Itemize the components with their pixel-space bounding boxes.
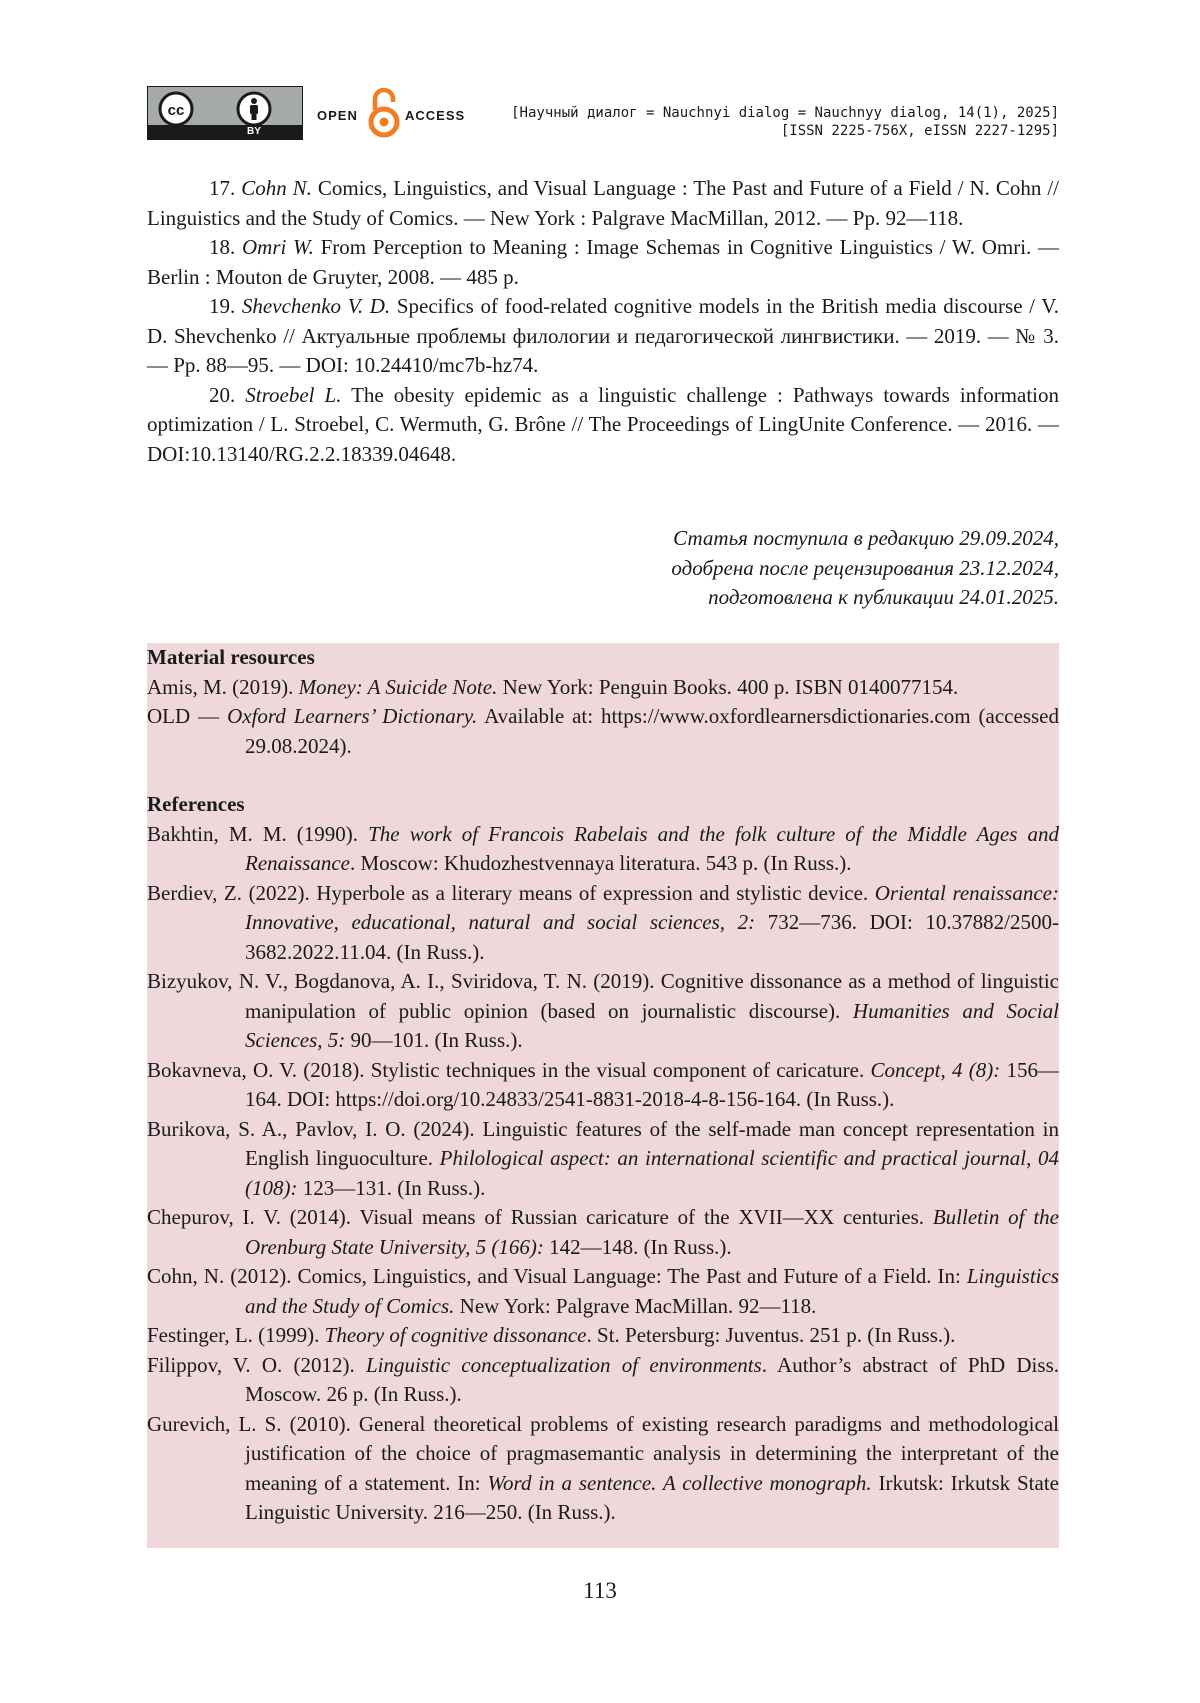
reference-item: Festinger, L. (1999). Theory of cognitive dissonance. St. Petersburg: Juventus. 251 p. (In Russ.). [147,1323,956,1347]
attribution-person-icon [236,91,272,127]
open-access-logo[interactable] [317,86,467,140]
prepared-date: подготовлена к публикации 24.01.2025. [708,585,1059,609]
ref-author: Cohn N. [241,176,312,200]
reference-item: Chepurov, I. V. (2014). Visual means of Russian caricature of the XVII—XX centuries. Bulletin of the Orenburg State University, 5 (166): 142—148. (In Russ.). [147,1205,1059,1259]
page-header [147,84,1059,144]
material-resources-heading: Material resources [147,645,315,669]
page-number: 113 [583,1578,617,1603]
ref-author: Shevchenko V. D. [241,294,391,318]
reference-item: Burikova, S. A., Pavlov, I. O. (2024). Linguistic features of the self-made man concept representation in English linguoculture. Philological aspect: an international scientific and practical journal, 04 (108): 123—131. (In Russ.). [147,1116,1059,1200]
reference-item: Bakhtin, M. M. (1990). The work of Francois Rabelais and the folk culture of the Middle Ages and Renaissance. Moscow: Khudozhestvennaya literatura. 543 p. (In Russ.). [147,821,1059,875]
creative-commons-icon [158,91,194,127]
received-date: Статья поступила в редакцию 29.09.2024, [673,526,1059,550]
ref-author: Stroebel L. [245,382,342,407]
reference-item: Berdiev, Z. (2022). Hyperbole as a literary means of expression and stylistic device. Oriental renaissance: Innovative, educational, natural and social sciences, 2: 732—736. DOI: 10.37882/2500-3682.2022.11.04. (In Russ.). [147,880,1059,964]
reference-item: Filippov, V. O. (2012). Linguistic conceptualization of environments. Author’s abstract of PhD Diss. Moscow. 26 p. (In Russ.). [147,1352,1059,1406]
reviewed-date: одобрена после рецензирования 23.12.2024, [671,555,1059,580]
reference-item: Bizyukov, N. V., Bogdanova, A. I., Sviridova, T. N. (2019). Cognitive dissonance as a method of linguistic manipulation of public opinion (based on journalistic discourse). Humanities and Social Sciences, 5: 90—101. (In Russ.). [147,969,1059,1052]
english-references-block [147,643,1059,1548]
material-item: OLD — Oxford Learners’ Dictionary. Available at: https://www.oxfordlearnersdictionaries.com (accessed 29.08.2024). [147,704,1059,758]
cc-badge-footer [148,125,302,139]
references-heading: References [147,792,245,816]
numbered-references [147,174,1059,469]
numbered-ref-19: 19. Shevchenko V. D. Specifics of food-related cognitive models in the British media discourse / V. D. Shevchenko // Актуальные проблемы филологии и педагогической лингвистики. — 2019. — № 3. — Pp. 88—95. — DOI: 10.24410/mc7b-hz74. [147,294,1060,377]
open-access-lock-icon [367,86,401,140]
open-access-left-word: OPEN [317,108,358,123]
journal-title-line: [Научный диалог = Nauchnyi dialog = Nauchnyy dialog, 14(1), 2025] [511,105,1059,121]
journal-issn-line: [ISSN 2225-756X, eISSN 2227-1295] [780,123,1059,139]
open-access-right-word: ACCESS [405,108,466,123]
svg-text:cc: cc [167,102,185,119]
material-item: Amis, M. (2019). Money: A Suicide Note. New York: Penguin Books. 400 p. ISBN 0140077154. [147,674,959,699]
section-spacer [147,761,1059,790]
reference-item: Bokavneva, O. V. (2018). Stylistic techniques in the visual component of caricature. Concept, 4 (8): 156—164. DOI: https://doi.org/10.24833/2541-8831-2018-4-8-156-164. (In Russ.). [147,1057,1059,1111]
reference-item: Cohn, N. (2012). Comics, Linguistics, and Visual Language: The Past and Future of a Field. In: Linguistics and the Study of Comics. New York: Palgrave MacMillan. 92—118. [147,1264,1059,1318]
cc-by-label: BY [247,126,261,137]
ref-author: Omri W. [241,235,314,259]
journal-citation [511,104,1059,140]
reference-item: Gurevich, L. S. (2010). General theoretical problems of existing research paradigms and methodological justification of the choice of pragmasemantic analysis in determining the interpretant of the meaning of a statement. In: Word in a sentence. A collective monograph. Irkutsk: Irkutsk State Linguistic University. 216—250. (In Russ.). [147,1411,1059,1524]
submission-dates [671,524,1059,613]
numbered-ref-17: 17. Cohn N. Comics, Linguistics, and Visual Language : The Past and Future of a Field / N. Cohn // Linguistics and the Study of Comics. — New York : Palgrave MacMillan, 2012. — Pp. 92—118. [147,176,1060,230]
numbered-ref-20: 20. Stroebel L. The obesity epidemic as a linguistic challenge : Pathways towards information optimization / L. Stroebel, C. Wermuth, G. Brône // The Proceedings of LingUnite Conference. — 2016. — DOI:10.13140/RG.2.2.18339.04648. [147,382,1060,466]
cc-by-license-badge[interactable] [147,86,303,140]
numbered-ref-18: 18. Omri W. From Perception to Meaning : Image Schemas in Cognitive Linguistics / W. Omri. — Berlin : Mouton de Gruyter, 2008. — 485 p. [147,235,1060,289]
